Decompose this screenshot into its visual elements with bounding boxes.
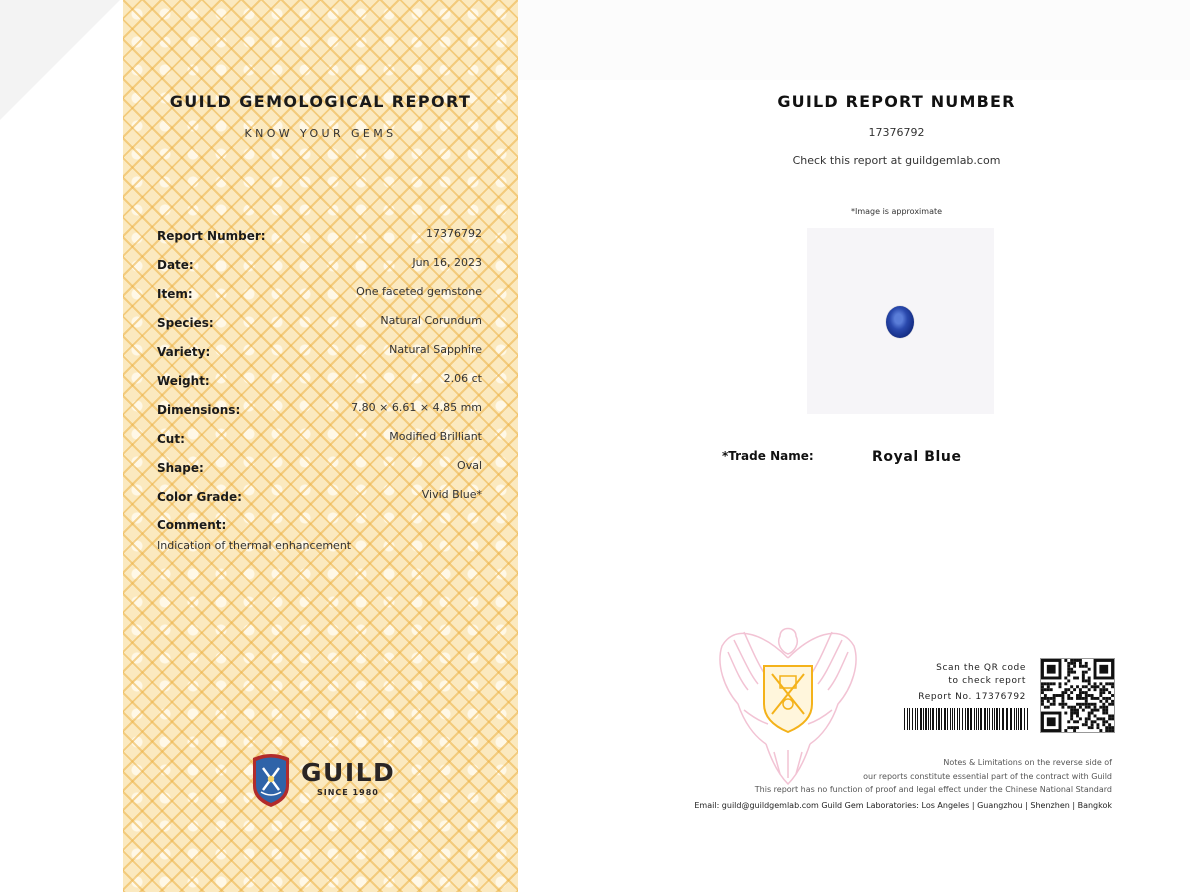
qr-code-icon[interactable] xyxy=(1040,658,1115,733)
spec-value: Natural Corundum xyxy=(380,314,482,327)
trade-name-label: *Trade Name: xyxy=(722,449,814,463)
qr-instruction-line2: to check report xyxy=(948,676,1026,686)
verify-link-text: Check this report at guildgemlab.com xyxy=(792,154,1001,167)
report-number: 17376792 xyxy=(868,126,925,139)
barcode-icon xyxy=(904,708,1028,730)
comment-label: Comment: xyxy=(157,518,227,532)
spec-value: 2.06 ct xyxy=(443,372,482,385)
spec-row xyxy=(157,372,482,392)
spec-row xyxy=(157,285,482,305)
spec-value: Vivid Blue* xyxy=(421,488,482,501)
comment-text: Indication of thermal enhancement xyxy=(157,539,352,552)
report-summary-panel xyxy=(123,0,518,892)
spec-value: 17376792 xyxy=(426,227,482,240)
footer-contact: Email: guild@guildgemlab.com Guild Gem Laboratories: Los Angeles | Guangzhou | Shenzhen | Bangkok xyxy=(694,801,1112,810)
spec-value: Oval xyxy=(457,459,482,472)
spec-label: Dimensions: xyxy=(157,403,241,417)
spec-label: Item: xyxy=(157,287,193,301)
spec-row xyxy=(157,256,482,276)
spec-row xyxy=(157,401,482,421)
spec-row xyxy=(157,314,482,334)
eagle-seal-icon xyxy=(714,618,862,786)
page-corner-fold xyxy=(0,0,120,120)
spec-value: One faceted gemstone xyxy=(356,285,482,298)
sapphire-gem-image xyxy=(886,306,914,338)
spec-label: Species: xyxy=(157,316,214,330)
spec-value: 7.80 × 6.61 × 4.85 mm xyxy=(351,401,482,414)
guild-shield-icon xyxy=(249,752,293,808)
gem-photo xyxy=(807,228,994,414)
report-title: GUILD GEMOLOGICAL REPORT xyxy=(169,92,472,111)
spec-label: Variety: xyxy=(157,345,211,359)
notes-line-2: our reports constitute essential part of the contract with Guild xyxy=(863,772,1112,781)
notes-line-1: Notes & Limitations on the reverse side of xyxy=(943,758,1112,767)
spec-row xyxy=(157,459,482,479)
report-number-title: GUILD REPORT NUMBER xyxy=(777,92,1016,111)
qr-instruction-line1: Scan the QR code xyxy=(936,663,1026,673)
spec-value: Modified Brilliant xyxy=(389,430,482,443)
image-note: *Image is approximate xyxy=(850,207,943,216)
spec-label: Color Grade: xyxy=(157,490,242,504)
notes-line-3: This report has no function of proof and legal effect under the Chinese National Standard xyxy=(754,785,1112,794)
guild-logo xyxy=(249,752,409,812)
spec-label: Weight: xyxy=(157,374,210,388)
qr-report-number: Report No. 17376792 xyxy=(918,692,1026,702)
guild-wordmark: GUILD xyxy=(301,758,396,787)
spec-row xyxy=(157,343,482,363)
trade-name-value: Royal Blue xyxy=(872,449,962,465)
spec-row xyxy=(157,227,482,247)
top-band xyxy=(518,0,1190,80)
spec-label: Cut: xyxy=(157,432,185,446)
spec-value: Jun 16, 2023 xyxy=(412,256,482,269)
spec-row xyxy=(157,488,482,508)
report-tagline: KNOW YOUR GEMS xyxy=(244,127,397,140)
spec-label: Report Number: xyxy=(157,229,266,243)
spec-label: Shape: xyxy=(157,461,204,475)
spec-label: Date: xyxy=(157,258,194,272)
spec-value: Natural Sapphire xyxy=(389,343,482,356)
spec-row xyxy=(157,430,482,450)
guild-since: SINCE 1980 xyxy=(317,788,379,797)
